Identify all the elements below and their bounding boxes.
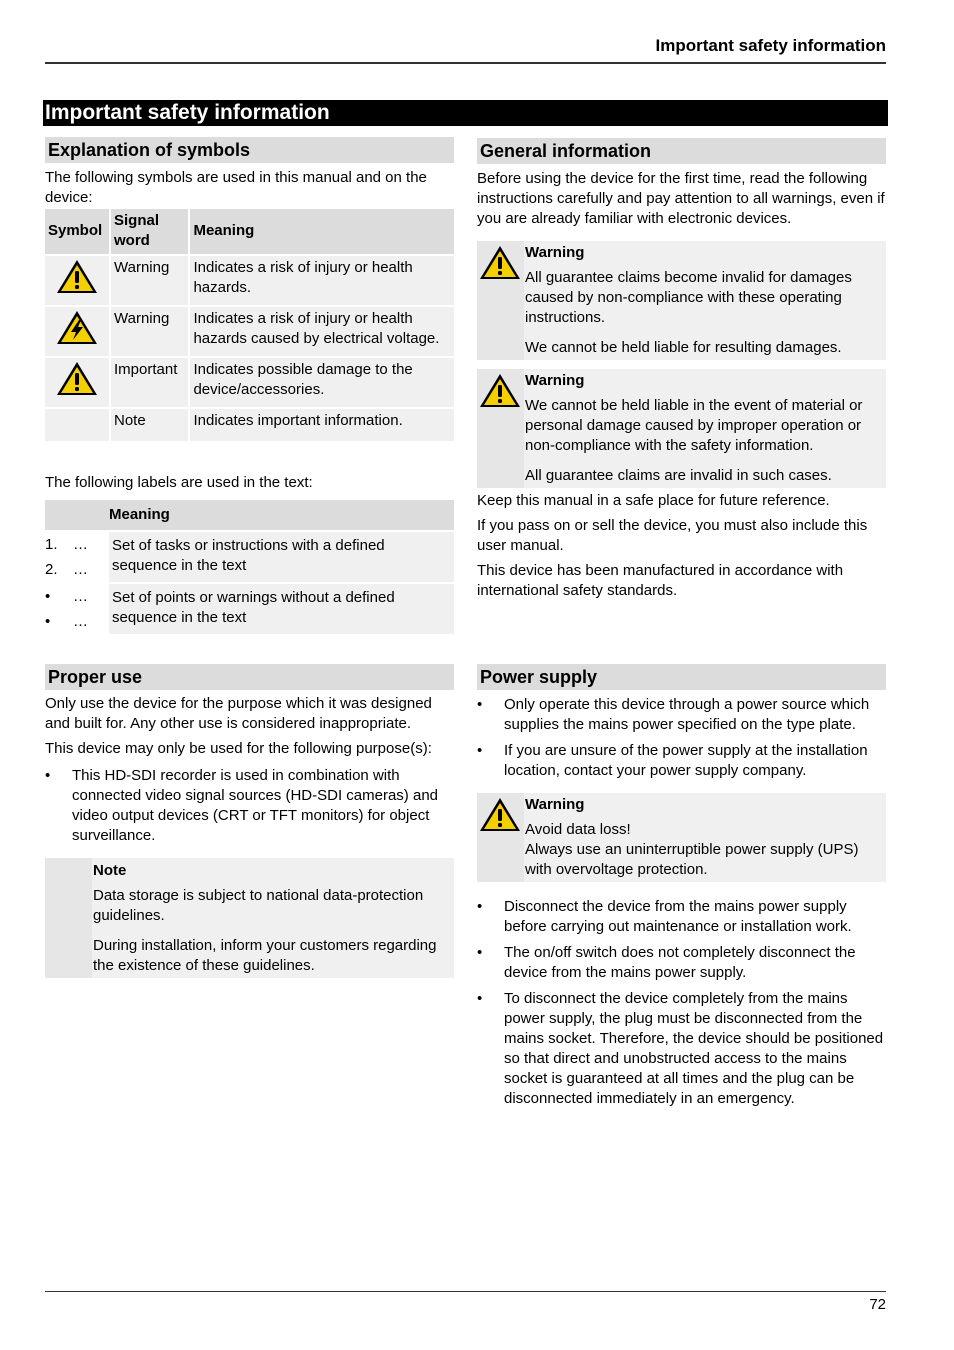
marker-number: 2. bbox=[45, 560, 58, 578]
list-item: • Only operate this device through a power source which supplies the mains power specified on the type plate. bbox=[477, 695, 886, 735]
general-section bbox=[477, 138, 886, 601]
table-row bbox=[45, 532, 454, 582]
symbols-table bbox=[43, 207, 456, 443]
general-paragraph: If you pass on or sell the device, you must also include this user manual. bbox=[477, 517, 868, 554]
list-item: • This HD-SDI recorder is used in combination with connected video signal sources (HD-SDI cameras) and video output devices (CRT or TFT monitors) for object surveillance. bbox=[45, 766, 454, 846]
proper-use-section bbox=[45, 664, 454, 978]
general-intro: Before using the device for the first time, read the following instructions carefully and pay attention to all warnings, even if you are already familiar with electronic devices. bbox=[477, 170, 885, 227]
col-symbol: Symbol bbox=[45, 209, 109, 254]
col-meaning: Meaning bbox=[190, 209, 454, 254]
proper-use-paragraph: Only use the device for the purpose which it was designed and built for. Any other use is considered inappropriate. bbox=[45, 695, 432, 732]
signal-word: Warning bbox=[111, 256, 188, 305]
power-heading: Power supply bbox=[477, 664, 886, 690]
warning-triangle-icon bbox=[477, 369, 524, 488]
warning-triangle-icon bbox=[477, 241, 524, 360]
signal-word: Warning bbox=[111, 307, 188, 356]
warning-text: Always use an uninterruptible power supply (UPS) with overvoltage protection. bbox=[525, 841, 859, 878]
marker-ellipsis: … bbox=[73, 535, 88, 553]
general-paragraph: Keep this manual in a safe place for future reference. bbox=[477, 492, 830, 509]
header-rule bbox=[45, 62, 886, 64]
meaning: Indicates a risk of injury or health hazards caused by electrical voltage. bbox=[190, 307, 454, 356]
warning-triangle-icon bbox=[45, 256, 109, 305]
labels-intro: The following labels are used in the text: bbox=[45, 474, 313, 491]
proper-use-heading: Proper use bbox=[45, 664, 454, 690]
empty-symbol-cell bbox=[45, 409, 109, 441]
section-title-bar: Important safety information bbox=[43, 100, 888, 126]
warning-text: All guarantee claims become invalid for damages caused by non-compliance with these operating instructions. bbox=[525, 269, 852, 326]
labels-table bbox=[45, 498, 454, 636]
marker-ellipsis: … bbox=[73, 612, 88, 630]
marker-ellipsis: … bbox=[73, 560, 88, 578]
warning-box bbox=[477, 793, 886, 882]
warning-text: Avoid data loss! bbox=[525, 821, 631, 838]
signal-word: Note bbox=[111, 409, 188, 441]
warning-triangle-icon bbox=[477, 793, 524, 882]
power-section bbox=[477, 664, 886, 1109]
list-item: • The on/off switch does not completely disconnect the device from the mains power supply. bbox=[477, 943, 886, 983]
note-text: During installation, inform your customers regarding the existence of these guidelines. bbox=[93, 937, 437, 974]
power-list bbox=[477, 695, 886, 781]
table-row bbox=[45, 584, 454, 634]
proper-use-paragraph: This device may only be used for the following purpose(s): bbox=[45, 740, 432, 757]
general-heading: General information bbox=[477, 138, 886, 164]
table-row bbox=[45, 409, 454, 441]
note-title: Note bbox=[93, 862, 127, 879]
list-item: • If you are unsure of the power supply at the installation location, contact your power supply company. bbox=[477, 741, 886, 781]
meaning: Indicates possible damage to the device/accessories. bbox=[190, 358, 454, 407]
symbols-heading: Explanation of symbols bbox=[45, 137, 454, 163]
page-number: 72 bbox=[869, 1296, 886, 1313]
warning-text: We cannot be held liable in the event of material or personal damage caused by improper operation or non-compliance with the safety information. bbox=[525, 397, 863, 454]
meaning: Set of points or warnings without a defined sequence in the text bbox=[109, 584, 454, 634]
footer-rule bbox=[45, 1291, 886, 1292]
symbols-section bbox=[45, 137, 454, 636]
marker-ellipsis: … bbox=[73, 587, 88, 605]
numbered-markers bbox=[45, 532, 109, 582]
note-icon-area bbox=[45, 858, 92, 978]
marker-bullet: • bbox=[45, 587, 51, 605]
meaning: Set of tasks or instructions with a defined sequence in the text bbox=[109, 532, 454, 582]
warning-text: We cannot be held liable for resulting damages. bbox=[525, 339, 842, 356]
header-title: Important safety information bbox=[655, 36, 886, 55]
note-text: Data storage is subject to national data-protection guidelines. bbox=[93, 887, 424, 924]
list-item: • Disconnect the device from the mains power supply before carrying out maintenance or installation work. bbox=[477, 897, 886, 937]
bullet-markers bbox=[45, 584, 109, 634]
note-box bbox=[45, 858, 454, 978]
electrical-hazard-icon bbox=[45, 307, 109, 356]
table-row bbox=[45, 358, 454, 407]
marker-number: 1. bbox=[45, 535, 58, 553]
marker-bullet: • bbox=[45, 612, 51, 630]
meaning: Indicates a risk of injury or health hazards. bbox=[190, 256, 454, 305]
table-row bbox=[45, 307, 454, 356]
general-paragraph: This device has been manufactured in accordance with international safety standards. bbox=[477, 562, 844, 599]
warning-box bbox=[477, 369, 886, 488]
warning-text: All guarantee claims are invalid in such cases. bbox=[525, 467, 832, 484]
warning-box bbox=[477, 241, 886, 360]
symbols-intro: The following symbols are used in this manual and on the device: bbox=[45, 169, 427, 206]
signal-word: Important bbox=[111, 358, 188, 407]
table-row bbox=[45, 256, 454, 305]
warning-triangle-icon bbox=[45, 358, 109, 407]
list-item: • To disconnect the device completely from the mains power supply, the plug must be disconnected from the mains socket. Therefore, the device should be positioned so that direct and unobstructed access to the mains socket is guaranteed at all times and the plug can be disconnected immediately in an emergency. bbox=[477, 989, 886, 1109]
labels-meaning-header: Meaning bbox=[109, 500, 454, 530]
meaning: Indicates important information. bbox=[190, 409, 454, 441]
warning-title: Warning bbox=[525, 372, 585, 389]
warning-title: Warning bbox=[525, 796, 585, 813]
warning-title: Warning bbox=[525, 244, 585, 261]
proper-use-list bbox=[45, 766, 454, 846]
power-list bbox=[477, 897, 886, 1109]
col-signal-word: Signal word bbox=[111, 209, 188, 254]
labels-marker-header bbox=[45, 500, 109, 530]
